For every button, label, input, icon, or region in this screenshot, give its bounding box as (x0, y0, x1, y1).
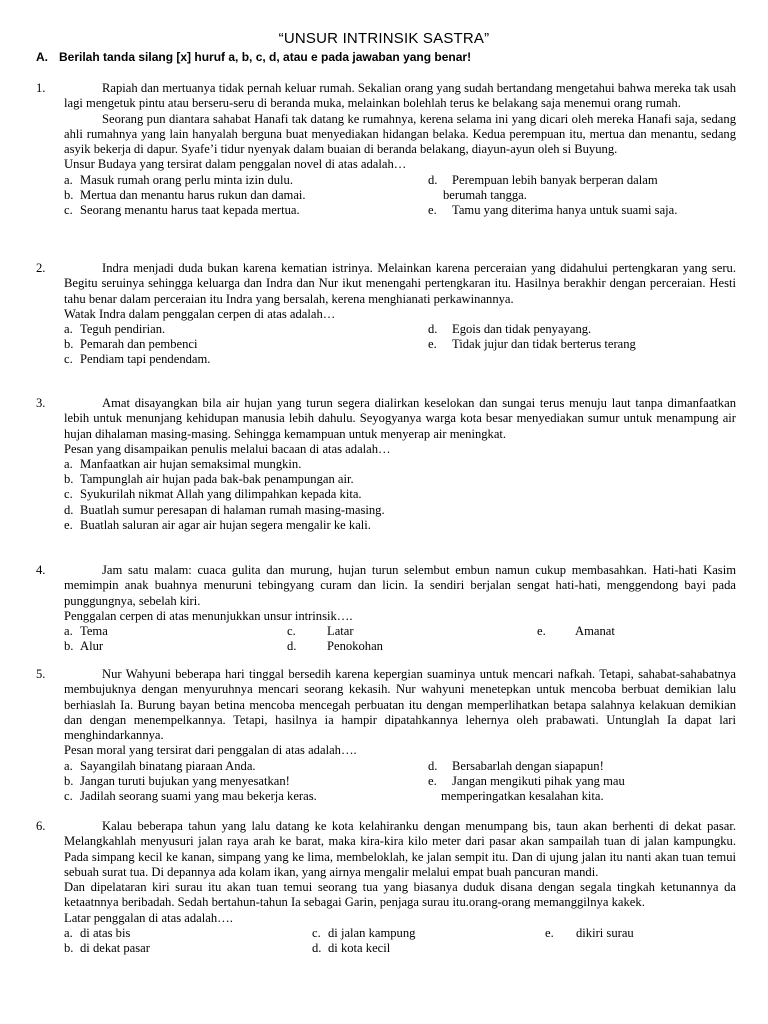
answer-option-e[interactable]: e. Buatlah saluran air agar air hujan segera mengalir ke kali. (64, 518, 371, 533)
answer-option-b[interactable]: b. Alur (64, 639, 104, 654)
question-body (64, 261, 736, 368)
question-stem: Pesan moral yang tersirat dari penggalan di atas adalah…. (64, 743, 357, 758)
answer-options (64, 173, 736, 219)
question-body (64, 563, 736, 655)
answer-option-d[interactable]: d. Buatlah sumur peresapan di halaman rumah masing-masing. (64, 503, 385, 518)
question-stem: Pesan yang disampaikan penulis melalui bacaan di atas adalah… (64, 441, 391, 456)
question-paragraph: Rapiah dan mertuanya tidak pernah keluar rumah. Sekalian orang yang sudah bertandang mengetahui bahwa mereka tak usah lagi mengetuk pintu atau berseru-seru di beranda muka, melainkan bolehlah terus ke belakang saja menemui orang rumah. (64, 81, 736, 111)
answer-option-c[interactable]: c. Pendiam tapi pendendam. (64, 352, 211, 367)
question-paragraph: Amat disayangkan bila air hujan yang turun segera dialirkan keselokan dan sungai terus menuju laut tanpa dimanfaatkan lebih untuk menunjang kehidupan manusia lebih dahulu. Seyogyanya warga kota besar menyediakan sumur untuk menampung air hujan dihalaman masing-masing. Sehingga kemampuan untuk menyerap air meningkat. (64, 396, 736, 441)
document-title: “UNSUR INTRINSIK SASTRA” (278, 30, 490, 47)
answer-option-b[interactable]: b. Pemarah dan pembenci (64, 337, 198, 352)
answer-options (64, 926, 736, 957)
answer-option-b[interactable]: b. Jangan turuti bujukan yang menyesatkan! (64, 773, 290, 788)
instruction-number: A. (36, 50, 48, 64)
question-paragraph: Nur Wahyuni beberapa hari tinggal bersedih karena kepergian suaminya untuk mencari nafkah. Tetapi, sahabat-sahabatnya membujuknya dengan menyuruhnya mencari seorang kekasih. Nur wahyuni menetepkan untuk mencoba berbuat demikian lalu berhiaslah Ia. Burung bayan betina mencoba mencegah perbuatan itu dengan memperlihatkan betapa salahnya kelakuan demikian dan dengan menempelkannya. Tetapi, hasilnya ia hampir dipatahkannya lehernya oleh prabawati. Untunglah Ia dapat lari menghindarkannya. (64, 667, 736, 743)
question-paragraph: Jam satu malam: cuaca gulita dan murung, hujan turun selembut embun namun cukup membasahkan. Hati-hati Kasim memimpin anak buahnya menuruni tebingyang curam dan licin. Ia sendiri berjalan sengat hati-hati, menggendong bayi pada punggungnya, sebelah kiri. (64, 563, 736, 608)
question-number: 3. (36, 396, 46, 410)
instruction-text: Berilah tanda silang [x] huruf a, b, c, d, atau e pada jawaban yang benar! (59, 50, 472, 64)
question-number: 2. (36, 261, 46, 275)
answer-option-a[interactable]: a. Manfaatkan air hujan semaksimal mungkin. (64, 457, 302, 472)
answer-option-a[interactable]: a. Teguh pendirian. (64, 322, 166, 337)
answer-option-a[interactable]: a. di atas bis (64, 926, 131, 941)
answer-option-c[interactable]: c. Latar (287, 624, 354, 639)
answer-option-a[interactable]: a. Masuk rumah orang perlu minta izin dulu. (64, 172, 293, 187)
question-stem: Penggalan cerpen di atas menunjukkan unsur intrinsik…. (64, 608, 353, 623)
question-stem: Unsur Budaya yang tersirat dalam penggalan novel di atas adalah… (64, 157, 407, 172)
answer-option-a[interactable]: a. Tema (64, 624, 108, 639)
answer-option-b[interactable]: b. Tampunglah air hujan pada bak-bak penampungan air. (64, 472, 354, 487)
answer-option-e[interactable]: e. dikiri surau (545, 926, 634, 941)
answer-option-d[interactable]: d. Penokohan (287, 639, 383, 654)
question-stem: Latar penggalan di atas adalah…. (64, 910, 233, 925)
question-number: 5. (36, 667, 46, 681)
answer-option-d[interactable]: d. di kota kecil (312, 941, 391, 956)
answer-option-c[interactable]: c. Jadilah seorang suami yang mau bekerja keras. (64, 788, 317, 803)
answer-option-e[interactable]: e. Tamu yang diterima hanya untuk suami saja. (428, 202, 678, 217)
answer-options (64, 322, 736, 368)
question-stem: Watak Indra dalam penggalan cerpen di atas adalah… (64, 306, 336, 321)
answer-options (64, 457, 736, 534)
question-number: 6. (36, 819, 46, 833)
answer-option-c[interactable]: c. Seorang menantu harus taat kepada mertua. (64, 202, 300, 217)
question-number: 4. (36, 563, 46, 577)
answer-options (64, 759, 736, 805)
answer-option-a[interactable]: a. Sayangilah binatang piaraan Anda. (64, 758, 256, 773)
question-paragraph: Kalau beberapa tahun yang lalu datang ke kota kelahiranku dengan menumpang bis, taun akan berhenti di dekat pasar. Melangkahlah menyusuri jalan raya arah ke barat, maka kira-kira kilo meter dari pasar akan sampailah tuan di jalan kampungku. Pada simpang kecil ke kanan, simpang yang ke lima, membeloklah, ke jalan sempit itu. Dan di ujung jalan itu nanti akan tuan temui sebuah surat tua. Di depannya ada kolam ikan, yang airnya mengalir melalui empat buah pancuran mandi. (64, 819, 736, 879)
question-body (64, 396, 736, 534)
question-paragraph: Indra menjadi duda bukan karena kematian istrinya. Melainkan karena perceraian yang didahului pertengkaran yang seru. Begitu seruinya sehingga keluarga dan Indra dan Nur ikut menengahi pertengkaran itu. Hasilnya berakhir dengan perceraian. Hesti tahu benar dalam perceraian itu Indra yang bersalah, kerena menghianati perkawinannya. (64, 261, 736, 306)
answer-option-b[interactable]: b. Mertua dan menantu harus rukun dan damai. (64, 187, 306, 202)
answer-options (64, 624, 736, 655)
question-paragraph: Seorang pun diantara sahabat Hanafi tak datang ke rumahnya, kerena selama ini yang dicari oleh mereka Hanafi saja, sedang ahli rumahnya yang lain hanyalah berguna buat menyediakan hidangan belaka. Kedua perempuan itu, mertua dan menantu, sedang asyik bekerja di dapur. Syafe’i tidur nyenyak dalam buaian di beranda belakang, diayun-ayun oleh si Buyung. (64, 111, 736, 157)
answer-option-d[interactable]: d. Egois dan tidak penyayang. (428, 322, 592, 337)
question-number: 1. (36, 81, 46, 95)
instruction (36, 50, 471, 65)
question-body (64, 81, 736, 219)
answer-option-d[interactable]: d. Bersabarlah dengan siapapun! (428, 758, 604, 773)
answer-option-e[interactable]: e. Tidak jujur dan tidak berterus terang (428, 337, 636, 352)
answer-option-c[interactable]: c. di jalan kampung (312, 926, 416, 941)
question-paragraph: Dan dipelataran kiri surau itu akan tuan temui seorang tua yang biasanya duduk disana dengan segala tingkah ketunannya da ketaatnnya beribadah. Sedah bertahun-tahun Ia sebagai Garin, penjaga surau itu.orang-orang memanggilnya kakek. (64, 880, 736, 910)
answer-option-e[interactable]: e. Amanat (537, 624, 615, 639)
answer-option-b[interactable]: b. di dekat pasar (64, 941, 150, 956)
question-body (64, 667, 736, 805)
answer-option-c[interactable]: c. Syukurilah nikmat Allah yang dilimpahkan kepada kita. (64, 487, 362, 502)
question-body (64, 819, 736, 957)
answer-option-e[interactable]: e. Jangan mengikuti pihak yang mau memperingatkan kesalahan kita. (428, 773, 625, 804)
answer-option-d[interactable]: d. Perempuan lebih banyak berperan dalam berumah tangga. (428, 172, 658, 203)
